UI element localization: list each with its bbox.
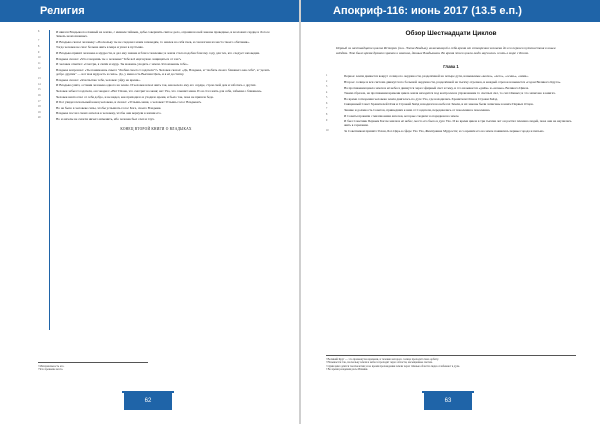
verse-text: Тогда человек не смог больше жить в мире и ушел в пустыню.: [56, 45, 144, 50]
verse-paragraph: [326, 97, 576, 101]
left-page-number: 62: [124, 393, 172, 410]
verse-text: На протяжении цикла земля и её небеса движутся через эфирный свет и тьму, и это называется «днём» и «ночью» Великого Цикла.: [344, 85, 529, 90]
verse-number: 15: [38, 88, 41, 92]
verse-number: 9: [326, 118, 328, 122]
verse-number: 17: [38, 99, 41, 103]
verse-paragraph: [326, 114, 576, 118]
verse-paragraph: [38, 117, 274, 121]
verse-number: 2: [326, 79, 328, 83]
verse-text: Владыка сказал: «Что говоришь ты о человеке? Тебе всё ещё нужно защищаться от зла?»: [56, 56, 182, 61]
verse-paragraph: [326, 86, 576, 90]
verse-paragraph: [38, 78, 274, 82]
verse-number: 8: [326, 113, 328, 117]
verse-paragraph: [326, 129, 576, 133]
verse-paragraph: [38, 89, 274, 93]
page-title: Обзор Шестнадцати Циклов: [405, 30, 497, 37]
verse-text: И был Советник Первым Богом земли и её небес, место его было в дуге Ухо. И во время цикла в три тысячи лет он растил племена людей, пока они не научились жить в гармонии.: [344, 119, 572, 128]
verse-text: Владыка послал своих ангелов к человеку, чтобы они вернули к жизни его.: [56, 111, 162, 116]
verse-paragraph: [38, 68, 274, 77]
verse-text: Человек ниспослал от себя добро, и не видел, как приходило и уходило время, и было так, пока не пришла беда.: [56, 94, 214, 99]
verse-text: Таким образом, на протяжении времени цикла земля находится под контролем и управлением то светлых сил, то сил тёмных; и это записано в книгах.: [344, 91, 556, 96]
verse-paragraph: [38, 51, 274, 55]
verse-number: 9: [38, 50, 40, 54]
verse-paragraph: [326, 91, 576, 95]
left-paragraphs: [38, 30, 274, 121]
verse-paragraph: [38, 30, 274, 39]
right-paragraphs: [326, 74, 576, 133]
verse-text: Первое: земля движется вокруг солнца по окружности, разделённой на четыре дуги, называемые «весна», «лето», «осень», «зима».: [344, 74, 529, 79]
intro-text: Первый из шестнадцати циклов Истории (т.н. Эпоха Владык), включающий в себя время от сотворения человека до его первого путешествия к иным звёздам. Это было время древних храмов и законов, данных Владыками. Во время этого цикла люди научились жить в мире с Богом.: [336, 46, 556, 55]
verse-number: 1: [326, 73, 328, 77]
verse-number: 7: [326, 107, 328, 111]
verse-paragraph: [326, 74, 576, 78]
verse-paragraph: [326, 80, 576, 84]
verse-number: 10: [326, 128, 329, 132]
verse-paragraph: [38, 100, 274, 104]
verse-text: Человек забыл Создателя, он говорил: «Нет Плана, что смотрит на меня; нет Уха, что слышит меня. И он стал жить для себя, забывая о ближнем».: [56, 88, 263, 93]
verse-paragraph: [38, 45, 274, 49]
right-page: [326, 30, 576, 390]
verse-text: И Владыка ушёл, оставив человека одного на земле. И человек начал жить так, как велело ему его сердце, строя свой дом и заботясь о других.: [56, 83, 257, 88]
verse-text: И Владыка сказал человеку: «Поскольку ты не следовал моим заповедям, то навлек на себя гнев, и сам изгнан из места твоего обитания».: [56, 39, 250, 44]
book-end-note: КОНЕЦ ВТОРОЙ КНИГИ О ВЛАДЫКАХ: [120, 127, 192, 132]
verse-text: И Бог увидел печальный конец человека, и сказал: «Услышь меня, о человек! Услышь голос Владыки!»: [56, 100, 202, 105]
verse-text: Во время сотворения человека земля двигалась по дуге Ухо, где находились Хранители Огня и Стражи Звёзд.: [344, 96, 498, 101]
verse-number: 14: [38, 82, 41, 86]
verse-text: Владыка вопрошал: «Ты понимаешь смысл "Любви своего Создателя"?» Человек сказал: «Да, Владыка, и "любить своего ближнего как себя", и "делать добро другим" — вот моя мудрость и сила». Да, у меня есть Высшая Цель, и я её достигну.: [56, 67, 270, 77]
verse-text: Знание и должность Советов, пришедших к ним от Создателя, передавались от поколения к поколению.: [344, 107, 491, 112]
footnote: ² Что превыше всего.: [38, 368, 64, 372]
verse-text: И Советы правили с миллионами ангелов, которые следили за порядком на земле.: [344, 113, 460, 118]
footnote: ¹ Великий Круг — это промежуток времени, в течение которого солнце проходит свою орбиту.: [326, 357, 439, 361]
verse-text: И явился Владыка посланный на землю, с именем тайным, дабы совершить святое дело, охраняя на ней законы праведные, и возложил сердце в Логосе Земель неопознанных.: [56, 30, 270, 39]
verse-number: 6: [326, 101, 328, 105]
verse-number: 5: [326, 96, 328, 100]
verse-text: Но не было в человеке силы, чтобы услышать голос Бога, своего Владыки.: [56, 105, 162, 110]
footnote: ³ Один цикл длится тысячелетия; и во время прохождения земли через тёмные области люди ослабевают в духе.: [326, 364, 460, 368]
verse-number: 4: [326, 90, 328, 94]
verse-paragraph: [326, 102, 576, 106]
verse-text: И человек ответил: «Смотри, я силён и мудр. Ты можешь уходить с земли. Я поможешь тебе».: [56, 62, 189, 67]
verse-text: Владыка сказал: «Я испытаю тебя, человек: уйду на время».: [56, 77, 141, 82]
verse-text: За Советником пришёл Уохан, Бог-Царь в сфере Ухо Ухо, Жемчужина Мудрости; и со времён его на земле появились первые города и письмо.: [344, 129, 545, 134]
chapter-heading: Глава 1: [443, 64, 459, 70]
verse-paragraph: [38, 57, 274, 61]
verse-number: 8: [38, 44, 40, 48]
right-page-number: 63: [424, 393, 472, 410]
verse-paragraph: [38, 111, 274, 115]
verse-text: И Владыка привёл человека к мудрости, и дал ему знание и благословление; и земля стала подобна благому саду для тех, кто следует заповедям.: [56, 51, 260, 56]
verse-paragraph: [38, 40, 274, 44]
verse-paragraph: [38, 62, 274, 66]
verse-number: 20: [38, 116, 41, 120]
footnote: ² Называется так, поскольку земля и небеса проходят через области, насыщенные светом.: [326, 361, 433, 365]
verse-text: Но и ангелы не смогли ничего изменить, ибо человек был слеп и глух.: [56, 116, 155, 121]
book-gutter: [299, 0, 301, 424]
verse-number: 11: [38, 61, 41, 65]
left-footnotes: [38, 362, 148, 372]
verse-number: 3: [326, 85, 328, 89]
verse-number: 19: [38, 110, 41, 114]
verse-paragraph: [326, 108, 576, 112]
footnote: ¹ Материальность его.: [38, 364, 65, 368]
verse-number: 16: [38, 94, 41, 98]
verse-number: 18: [38, 105, 41, 109]
right-header-title: Апокриф-116: июнь 2017 (13.5 е.п.): [301, 0, 600, 22]
right-footnotes: [326, 355, 576, 372]
left-page: [38, 30, 274, 390]
verse-text: Второе: солнце и вся система движутся по большой окружности, разделённой на тысячу отрезков, и каждый отрезок называется «годом Великого Круга».: [344, 80, 562, 84]
verse-paragraph: [38, 83, 274, 87]
verse-paragraph: [38, 95, 274, 99]
verse-number: 7: [38, 39, 40, 43]
verse-number: 12: [38, 67, 41, 71]
verse-number: 10: [38, 56, 41, 60]
verse-number: 6: [38, 29, 40, 33]
footnote: ⁴ Во время рождения расы Ихииня.: [326, 368, 369, 372]
verse-paragraph: [326, 119, 576, 128]
left-header-title: Религия: [0, 0, 299, 22]
verse-text: Священный Совет Хранителей Огня и Стражей Звёзд находился на небесах Земли, и их законы были записаны в книге Первых Отцов.: [344, 102, 534, 107]
verse-number: 13: [38, 77, 41, 81]
verse-paragraph: [38, 106, 274, 110]
